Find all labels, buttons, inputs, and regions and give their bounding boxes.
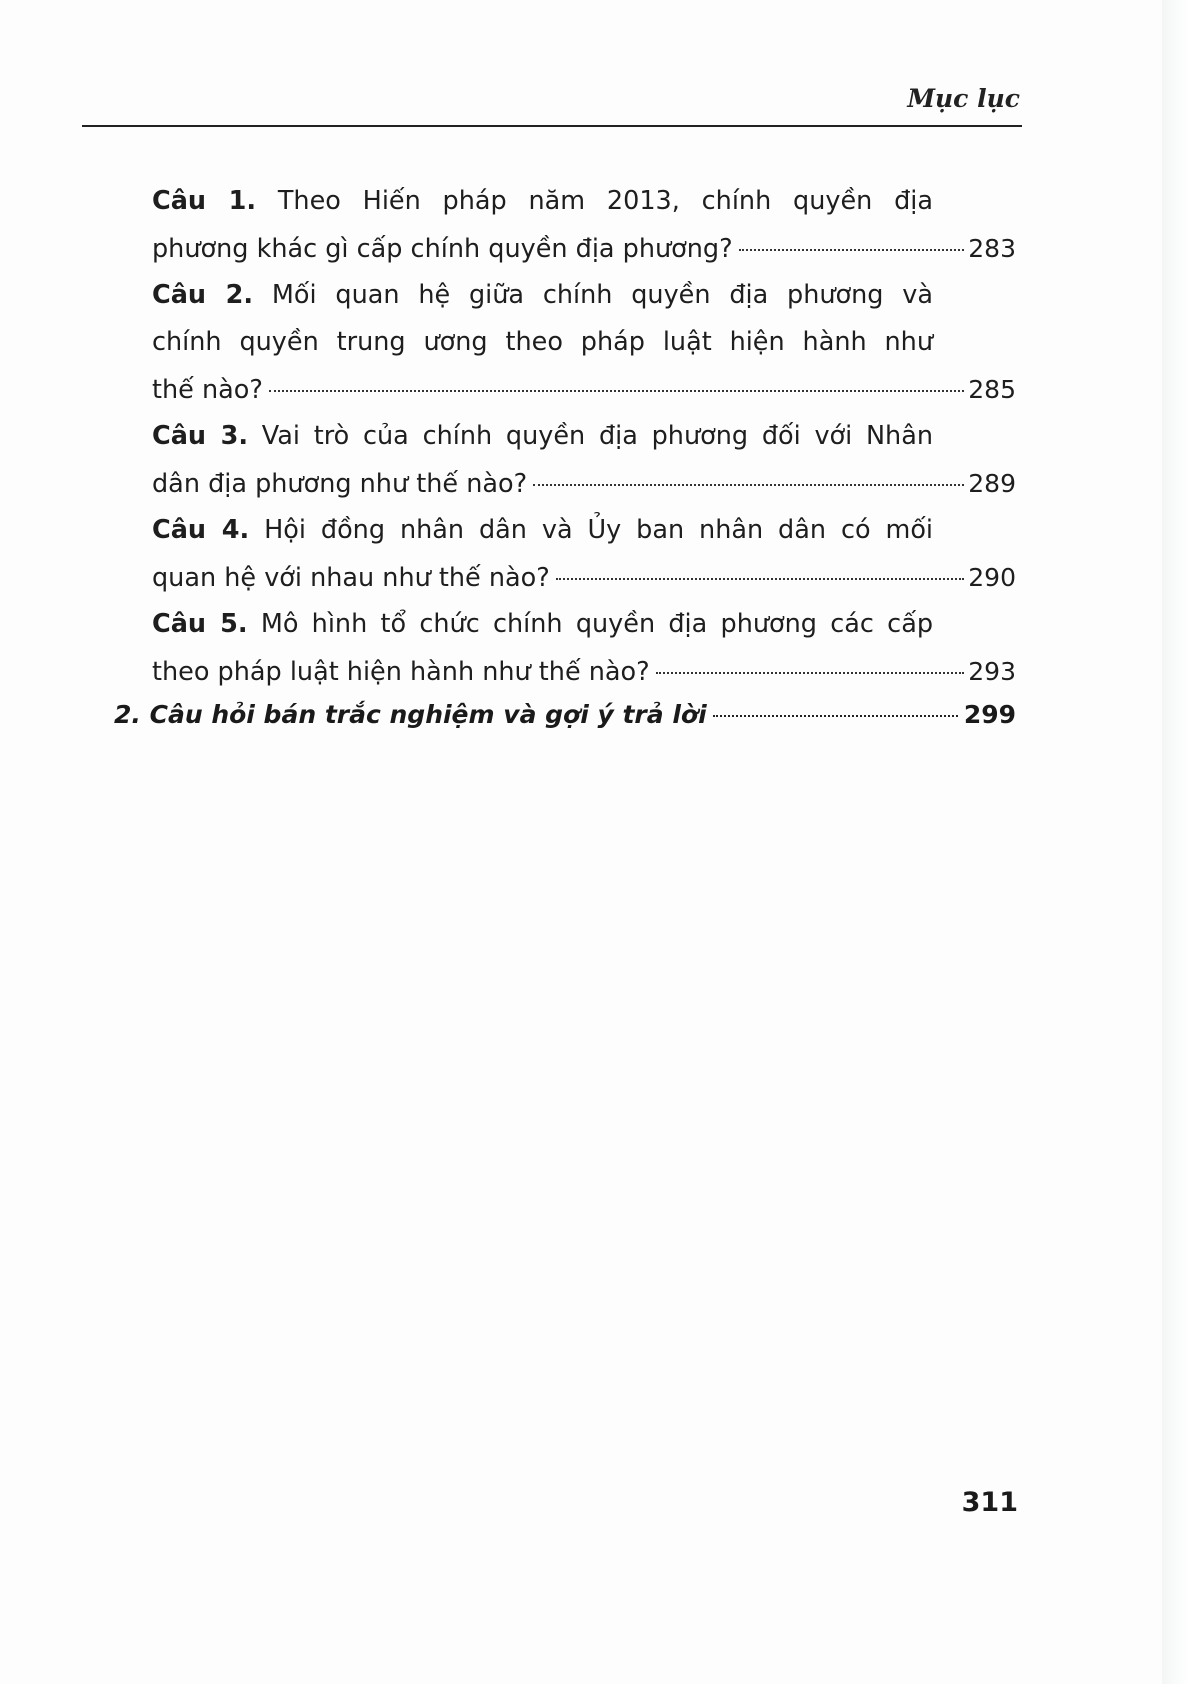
toc-entry-line [152,178,933,225]
toc-entry-text: phương khác gì cấp chính quyền địa phương? [152,234,733,264]
toc-entry-label: Câu 2. [152,280,254,310]
dot-leader [533,484,964,486]
dot-leader [713,715,958,717]
toc-page-number: 285 [968,375,1016,404]
toc-entry-text: Hội đồng nhân dân và Ủy ban nhân dân có mối [264,515,934,545]
table-of-contents [0,178,1190,695]
toc-entry-line [152,507,933,554]
toc-page-number: 283 [968,234,1016,263]
header-rule [82,125,1022,127]
dot-leader [656,672,965,674]
toc-entry-last-line [152,366,1016,413]
toc-entry-cau-5 [0,601,1190,695]
toc-entry-label: Câu 4. [152,515,250,545]
toc-entry-text: Theo Hiến pháp năm 2013, chính quyền địa [277,186,933,216]
toc-entry-cau-1 [0,178,1190,272]
toc-entry-line [152,601,933,648]
toc-entry-text: Mô hình tổ chức chính quyền địa phương các cấp [260,609,934,639]
toc-page-number: 293 [968,657,1016,686]
toc-entry-line [152,413,933,460]
toc-entry-text: Mối quan hệ giữa chính quyền địa phương và [271,280,934,310]
toc-entry-last-line [152,225,1016,272]
toc-entry-text: Vai trò của chính quyền địa phương đối với Nhân [261,421,933,451]
toc-page-number: 290 [968,563,1016,592]
toc-section-2 [114,700,1016,729]
toc-entry-text: quan hệ với nhau như thế nào? [152,563,550,593]
toc-entry-label: Câu 3. [152,421,249,451]
toc-entry-label: Câu 1. [152,186,257,216]
page-number: 311 [961,1487,1018,1518]
toc-entry-text: chính quyền trung ương theo pháp luật hiện hành như [152,327,933,357]
toc-entry-line [152,319,933,366]
toc-entry-cau-4 [0,507,1190,601]
dot-leader [269,390,964,392]
toc-entry-line [152,272,933,319]
toc-entry-cau-3 [0,413,1190,507]
toc-entry-text: theo pháp luật hiện hành như thế nào? [152,657,650,687]
toc-entry-last-line [152,648,1016,695]
toc-entry-last-line [152,460,1016,507]
running-header: Mục lục [907,84,1020,113]
toc-entry-text: thế nào? [152,375,263,405]
dot-leader [739,249,965,251]
toc-page-number: 299 [963,700,1016,729]
toc-page-number: 289 [968,469,1016,498]
toc-entry-cau-2 [0,272,1190,413]
toc-entry-label: Câu 5. [152,609,248,639]
toc-entry-last-line [152,554,1016,601]
toc-entry-text: dân địa phương như thế nào? [152,469,528,499]
dot-leader [556,578,965,580]
toc-section-title: 2. Câu hỏi bán trắc nghiệm và gợi ý trả lời [114,700,707,729]
